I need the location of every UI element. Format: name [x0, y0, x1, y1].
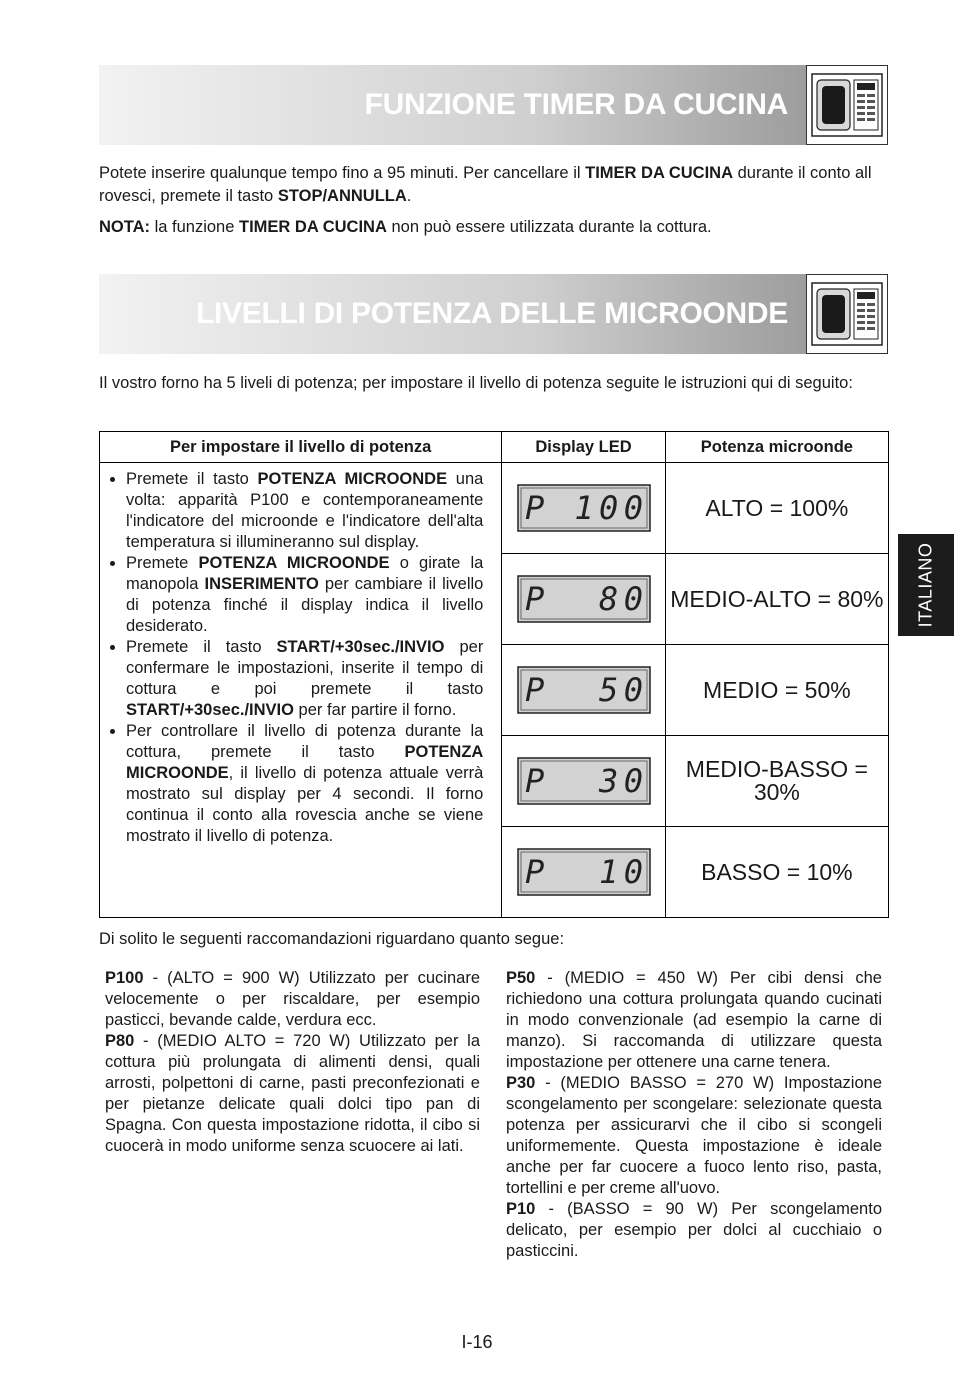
power-level-medio-alto: MEDIO-ALTO = 80%: [665, 554, 888, 645]
led-cell: [502, 645, 665, 736]
timer-note: NOTA: la funzione TIMER DA CUCINA non può essere utilizzata durante la cottura.: [99, 218, 712, 236]
section-banner-timer: [99, 65, 888, 145]
power-level-medio-basso: MEDIO-BASSO = 30%: [665, 736, 888, 827]
led-display-p80: [517, 575, 651, 623]
microwave-icon: [806, 274, 888, 354]
recommend-p10: P10 - (BASSO = 90 W) Per scongelamento delicato, per esempio per dolci al cucchiaio o pasticcini.: [506, 1200, 882, 1260]
header-instructions: Per impostare il livello di potenza: [100, 432, 502, 463]
led-display-p10: [517, 848, 651, 896]
led-display-p30: [517, 757, 651, 805]
recommend-p80: P80 - (MEDIO ALTO = 720 W) Utilizzato per la cottura più prolungata di alimenti densi, quali arrosti, polpettoni di carne, pasti preconfezionati e per pietanze delicate quali dolci tipo pan di Spagna. Con questa impostazione ridotta, il cibo si cuocerà in modo uniforme senza scuocere ai lati.: [105, 1032, 480, 1155]
page-number: I-16: [461, 1332, 493, 1352]
svg-text:P 50: P 50: [524, 671, 643, 709]
svg-text:P 30: P 30: [524, 762, 643, 800]
timer-description: Potete inserire qualunque tempo fino a 95 minuti. Per cancellare il TIMER DA CUCINA durante il conto all rovesci, premete il tasto STOP/ANNULLA.: [99, 164, 872, 205]
led-cell: [502, 554, 665, 645]
power-levels-table: [99, 431, 889, 918]
recommend-column-right: [506, 968, 882, 1262]
power-level-basso: BASSO = 10%: [665, 827, 888, 918]
header-display-led: Display LED: [502, 432, 665, 463]
instruction-item: • Premete il tasto START/+30sec./INVIO per confermare le impostazioni, inserite il tempo di cottura e poi premete il tasto START/+30sec./INVIO per far partire il forno.: [126, 637, 483, 721]
instruction-item: • Premete POTENZA MICROONDE o girate la manopola INSERIMENTO per cambiare il livello di potenza finché il display indica il livello desiderato.: [126, 553, 483, 637]
led-cell: [502, 827, 665, 918]
language-tab: [898, 534, 954, 636]
section-title-power: LIVELLI DI POTENZA DELLE MICROONDE: [195, 297, 788, 330]
power-intro: Il vostro forno ha 5 liveli di potenza; per impostare il livello di potenza seguite le istruzioni qui di seguito:: [99, 374, 853, 392]
instruction-item: • Premete il tasto POTENZA MICROONDE una volta: apparità P100 e contemporaneamente l'indicatore del microonde e l'indicatore dell'alta temperatura si illumineranno sul display.: [126, 469, 483, 553]
recommend-p30: P30 - (MEDIO BASSO = 270 W) Impostazione scongelamento per scongelare: selezionate questa potenza per assicurarvi che il cibo si scongeli uniformemente. Questa impostazione è ideale anche per far cuocere a fuoco lento riso, pasta, tortellini e per creme all'uovo.: [506, 1074, 882, 1197]
led-cell: [502, 736, 665, 827]
language-label: ITALIANO: [915, 542, 936, 628]
instruction-item: • Per controllare il livello di potenza durante la cottura, premete il tasto POTENZA MICROONDE, il livello di potenza attuale verrà mostrato sul display per 4 secondi. Il forno continua il conto alla rovescia anche se viene mostrato il livello di potenza.: [126, 721, 483, 847]
svg-text:P 100: P 100: [524, 489, 643, 527]
recommend-p50: P50 - (MEDIO = 450 W) Per cibi densi che richiedono una cottura prolungata quando cucinati in modo convenzionale (ad esempio la carne di manzo). Si raccomanda di utilizzare questa impostazione per ottenere una carne tenera.: [506, 969, 882, 1071]
led-display-p50: [517, 666, 651, 714]
header-power-level: Potenza microonde: [665, 432, 888, 463]
power-level-alto: ALTO = 100%: [665, 463, 888, 554]
power-level-medio: MEDIO = 50%: [665, 645, 888, 736]
led-display-p100: [517, 484, 651, 532]
recommend-column-left: [105, 968, 480, 1157]
recommend-intro: Di solito le seguenti raccomandazioni riguardano quanto segue:: [99, 930, 565, 948]
section-banner-power: [99, 274, 888, 354]
instructions-cell: [100, 463, 502, 918]
svg-text:P 10: P 10: [524, 853, 643, 891]
section-title-timer: FUNZIONE TIMER DA CUCINA: [364, 88, 788, 121]
microwave-icon: [806, 65, 888, 145]
led-cell: [502, 463, 665, 554]
svg-text:P 80: P 80: [524, 580, 643, 618]
recommend-p100: P100 - (ALTO = 900 W) Utilizzato per cucinare velocemente o per riscaldare, per esempio pasticci, bevande calde, verdura ecc.: [105, 969, 480, 1029]
